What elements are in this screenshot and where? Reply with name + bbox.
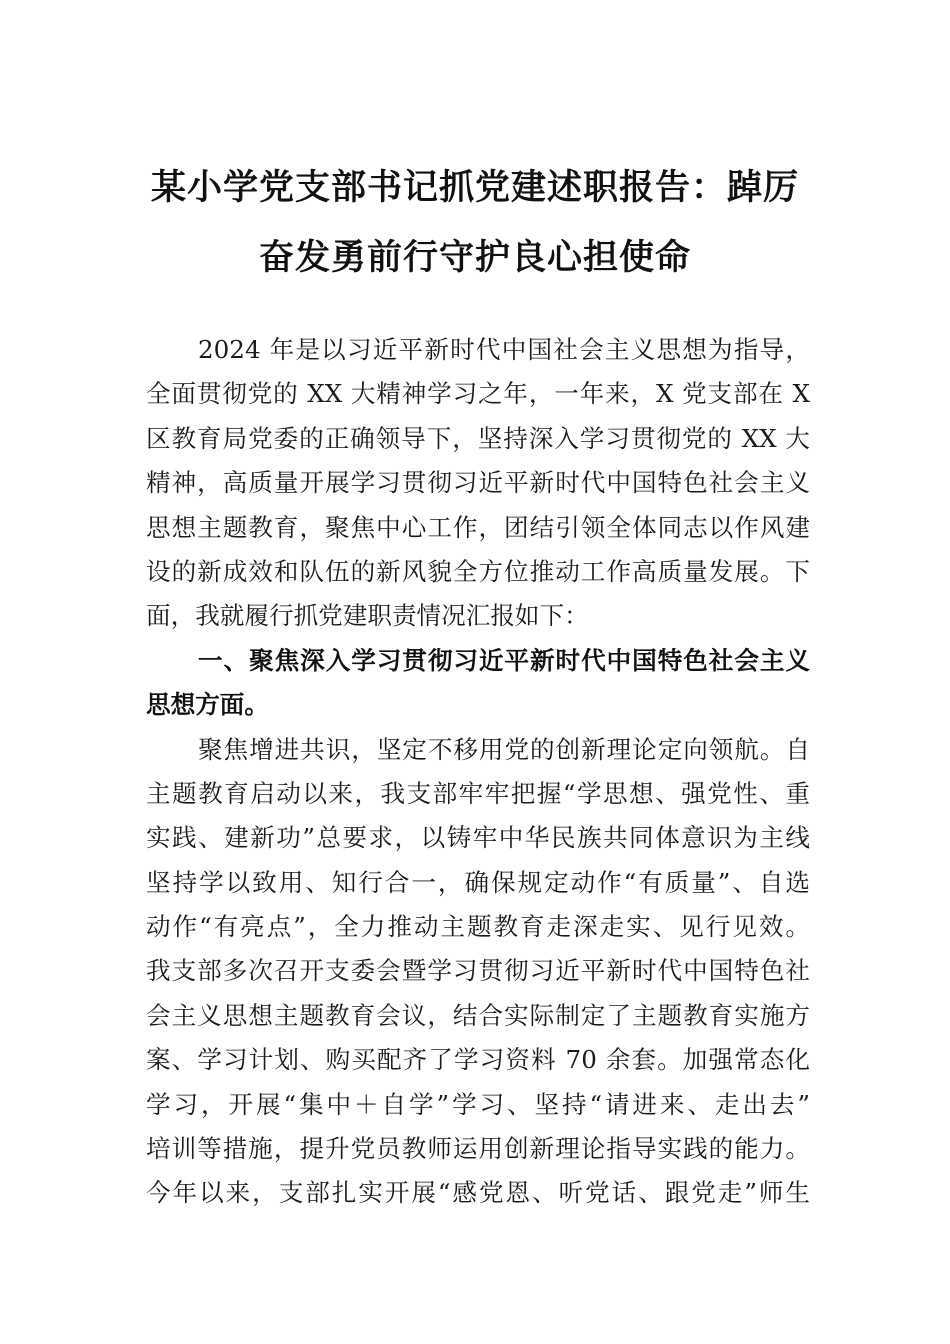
paragraph-line: 今年以来，支部扎实开展“感党恩、听党话、跟党走”师生: [146, 1178, 810, 1208]
intro-paragraph: [146, 328, 810, 639]
paragraph-line: 坚持学以致用、知行合一，确保规定动作“有质量”、自选: [146, 867, 810, 897]
section-1-paragraph: [146, 728, 810, 1216]
paragraph-line: 思想主题教育，聚焦中心工作，团结引领全体同志以作风建: [146, 512, 810, 542]
paragraph-line: 培训等措施，提升党员教师运用创新理论指导实践的能力。: [146, 1134, 810, 1164]
paragraph-line: 主题教育启动以来，我支部牢牢把握“学思想、强党性、重: [146, 778, 810, 808]
paragraph-line: 全面贯彻党的 XX 大精神学习之年，一年来，X 党支部在 X: [146, 379, 810, 409]
paragraph-line: 2024 年是以习近平新时代中国社会主义思想为指导，: [198, 335, 810, 364]
paragraph-line: 实践、建新功”总要求，以铸牢中华民族共同体意识为主线: [146, 823, 810, 853]
document-title-line-1: 某小学党支部书记抓党建述职报告：踔厉: [150, 167, 799, 208]
paragraph-line: 动作“有亮点”，全力推动主题教育走深走实、见行见效。: [146, 912, 810, 942]
paragraph-line: 学习，开展“集中＋自学”学习、坚持“请进来、走出去”: [146, 1089, 810, 1119]
heading-line: 思想方面。: [146, 690, 269, 720]
paragraph-line: 设的新成效和队伍的新风貌全方位推动工作高质量发展。下: [146, 556, 810, 586]
section-heading-1: [146, 639, 810, 728]
paragraph-line: 会主义思想主题教育会议，结合实际制定了主题教育实施方: [146, 1000, 810, 1030]
document-body: [146, 328, 810, 1216]
paragraph-line: 区教育局党委的正确领导下，坚持深入学习贯彻党的 XX 大: [146, 423, 810, 453]
heading-line: 一、聚焦深入学习贯彻习近平新时代中国特色社会主义: [198, 645, 810, 675]
paragraph-line: 面，我就履行抓党建职责情况汇报如下：: [146, 601, 589, 631]
paragraph-line: 精神，高质量开展学习贯彻习近平新时代中国特色社会主义: [146, 468, 810, 498]
document-title-line-2: 奋发勇前行守护良心担使命: [258, 237, 691, 278]
paragraph-line: 我支部多次召开支委会暨学习贯彻习近平新时代中国特色社: [146, 956, 810, 986]
paragraph-line: 案、学习计划、购买配齐了学习资料 70 余套。加强常态化: [146, 1045, 810, 1075]
paragraph-line: 聚焦增进共识，坚定不移用党的创新理论定向领航。自: [198, 734, 810, 764]
